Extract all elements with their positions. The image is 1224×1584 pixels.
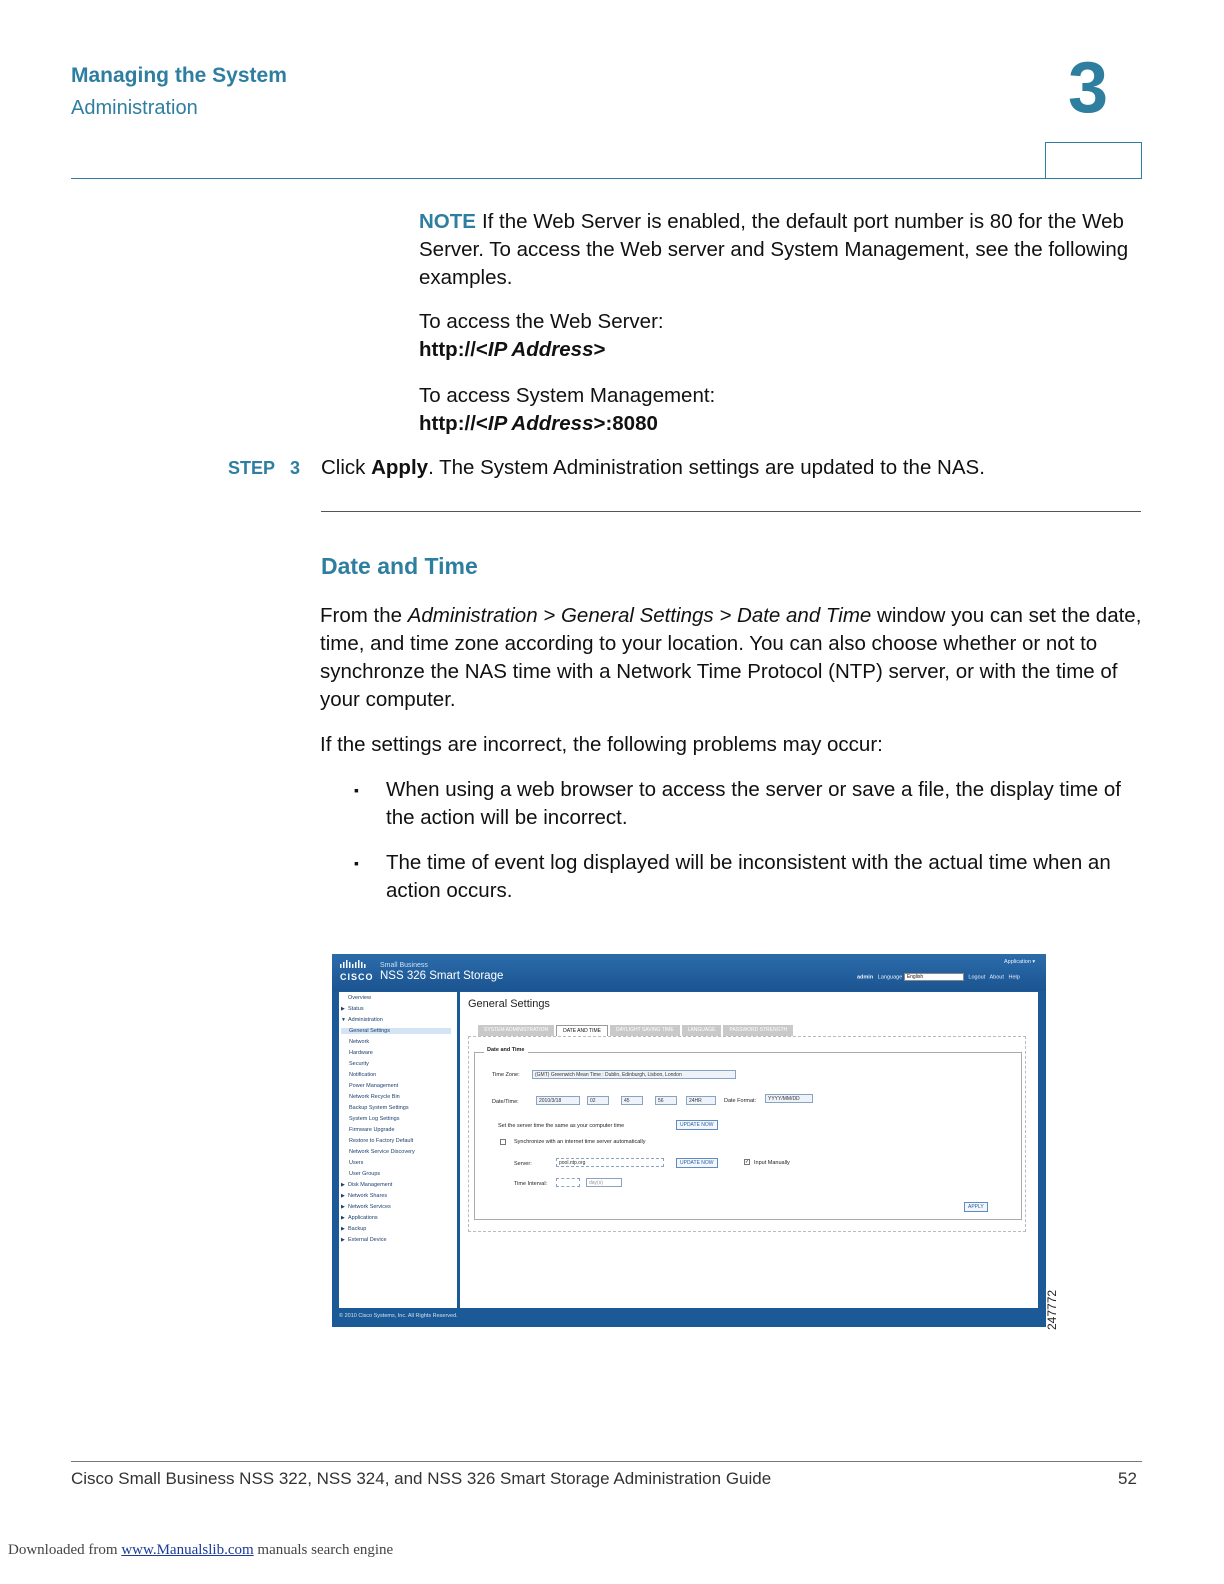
date-format-select[interactable]: YYYY/MM/DD (765, 1094, 813, 1103)
chapter-title: Managing the System (71, 64, 287, 87)
language-label: Language (877, 974, 903, 981)
sidebar-item[interactable]: ▶ Backup (341, 1226, 367, 1232)
sidebar-item[interactable]: Backup System Settings (349, 1105, 409, 1111)
date-format-label: Date Format: (724, 1098, 757, 1104)
time-zone-label: Time Zone: (492, 1072, 520, 1078)
sys-mgmt-block (419, 382, 1139, 438)
product-name: NSS 326 Smart Storage (380, 970, 504, 982)
chapter-box (1045, 142, 1142, 179)
date-select[interactable]: 2010/3/18 (536, 1096, 580, 1105)
bullet-icon: ▪ (354, 782, 359, 798)
screenshot-copyright: © 2010 Cisco Systems, Inc. All Rights Reserved. (339, 1313, 458, 1319)
sidebar-item[interactable]: Network Recycle Bin (349, 1094, 400, 1100)
sync-text: Synchronize with an internet time server automatically (514, 1139, 646, 1145)
sidebar-item[interactable]: ▶ Network Services (341, 1204, 391, 1210)
sidebar-item[interactable]: ▶ Status (341, 1006, 364, 1012)
section-rule (321, 511, 1141, 512)
sidebar-item[interactable]: Firmware Upgrade (349, 1127, 395, 1133)
web-server-block (419, 308, 1139, 364)
figure-id: 247772 (1045, 1289, 1059, 1330)
note-block (419, 208, 1144, 292)
update-now-button[interactable]: UPDATE NOW (676, 1158, 718, 1168)
sync-checkbox[interactable] (500, 1139, 506, 1145)
server-input[interactable]: pool.ntp.org (556, 1158, 664, 1167)
web-server-url: http://<IP Address> (419, 338, 606, 361)
sidebar-item[interactable]: Security (349, 1061, 369, 1067)
general-settings-title: General Settings (468, 998, 550, 1010)
download-notice: Downloaded from www.Manualslib.com manuals search engine (8, 1542, 394, 1558)
input-manually-label: Input Manually (754, 1160, 790, 1166)
settings-tabs (478, 1025, 795, 1036)
set-computer-time-text: Set the server time the same as your computer time (498, 1123, 625, 1129)
fieldset-legend: Date and Time (484, 1047, 528, 1053)
sidebar-item[interactable]: Overview (348, 995, 371, 1001)
time-interval-unit-select[interactable]: day(s) (586, 1178, 622, 1187)
cisco-logo-icon (340, 960, 374, 968)
screenshot-sidebar (339, 992, 457, 1308)
small-business-label: Small Business (380, 962, 428, 969)
sidebar-item[interactable]: Notification (349, 1072, 377, 1078)
sidebar-item-general-settings[interactable]: General Settings (341, 1028, 451, 1034)
user-name: admin (857, 974, 874, 981)
tab-password-strength[interactable]: PASSWORD STRENGTH (723, 1025, 793, 1036)
bullet-icon: ▪ (354, 855, 359, 871)
page-number: 52 (1118, 1469, 1137, 1488)
web-server-intro: To access the Web Server: (419, 310, 664, 333)
sidebar-item[interactable]: System Log Settings (349, 1116, 400, 1122)
sidebar-item[interactable]: ▶ External Device (341, 1237, 387, 1243)
sidebar-item[interactable]: ▶ Applications (341, 1215, 378, 1221)
sidebar-item[interactable]: Network Service Discovery (349, 1149, 415, 1155)
sidebar-item[interactable]: ▶ Network Shares (341, 1193, 388, 1199)
nas-screenshot (332, 954, 1046, 1327)
cisco-brand: CISCO (340, 972, 374, 982)
time-zone-select[interactable]: (GMT) Greenwich Mean Time : Dublin, Edinburgh, Lisbon, London (532, 1070, 736, 1079)
help-link[interactable]: Help (1008, 974, 1020, 981)
sidebar-item[interactable]: Power Management (349, 1083, 399, 1089)
datetime-label: Date/Time: (492, 1099, 519, 1105)
note-label: NOTE (419, 210, 476, 233)
note-text: If the Web Server is enabled, the default port number is 80 for the Web Server. To access the Web server and System Management, see the following examples. (419, 210, 1129, 289)
minute-select[interactable]: 45 (621, 1096, 643, 1105)
tab-system-administration[interactable]: SYSTEM ADMINISTRATION (478, 1025, 554, 1036)
time-interval-label: Time Interval: (514, 1181, 548, 1187)
guide-title: Cisco Small Business NSS 322, NSS 324, and NSS 326 Smart Storage Administration Guide (71, 1469, 772, 1488)
sys-mgmt-intro: To access System Management: (419, 384, 716, 407)
screenshot-topbar (332, 954, 1046, 991)
chapter-number: 3 (1068, 48, 1109, 128)
application-menu[interactable]: Application ▾ (1004, 959, 1036, 965)
language-select[interactable]: English (904, 973, 964, 981)
sidebar-item[interactable]: ▼ Administration (341, 1017, 383, 1023)
sidebar-item[interactable]: ▶ Disk Management (341, 1182, 393, 1188)
sys-mgmt-url: http://<IP Address>:8080 (419, 412, 658, 435)
apply-button[interactable]: APPLY (964, 1202, 988, 1212)
update-now-button[interactable]: UPDATE NOW (676, 1120, 718, 1130)
input-manually-checkbox[interactable]: ✓ (745, 1159, 750, 1165)
server-label: Server: (514, 1161, 532, 1167)
screenshot-main (460, 992, 1038, 1308)
manualslib-link[interactable]: www.Manualslib.com (121, 1542, 254, 1558)
clock-format-select[interactable]: 24HR (686, 1096, 716, 1105)
about-link[interactable]: About (989, 974, 1004, 981)
tab-language[interactable]: LANGUAGE (682, 1025, 722, 1036)
sidebar-item[interactable]: Restore to Factory Default (349, 1138, 414, 1144)
sidebar-item[interactable]: Hardware (349, 1050, 373, 1056)
time-interval-input[interactable] (556, 1178, 580, 1187)
hour-select[interactable]: 02 (587, 1096, 609, 1105)
second-select[interactable]: 56 (655, 1096, 677, 1105)
sidebar-item[interactable]: User Groups (349, 1171, 381, 1177)
tab-date-and-time[interactable]: DATE AND TIME (556, 1025, 608, 1036)
topbar-controls (857, 973, 1020, 981)
step-text: Click Apply. The System Administration settings are updated to the NAS. (321, 456, 985, 479)
sidebar-item[interactable]: Users (349, 1160, 364, 1166)
section-paragraph: From the Administration > General Settings > Date and Time window you can set the date, time, and time zone according to your location. You can also choose whether or not to synchronze the NAS time with a Network Time Protocol (NTP) server, or with the time of your computer. (320, 604, 1142, 711)
header-rule (71, 178, 1142, 179)
section-title: Date and Time (321, 553, 478, 579)
section-subtitle: Administration (71, 97, 198, 119)
footer-rule (71, 1461, 1142, 1462)
problems-intro: If the settings are incorrect, the following problems may occur: (320, 733, 883, 756)
step-label: STEP 3 (228, 458, 301, 478)
logout-link[interactable]: Logout (968, 974, 986, 981)
sidebar-item[interactable]: Network (349, 1039, 370, 1045)
tab-daylight-saving-time[interactable]: DAYLIGHT SAVING TIME (610, 1025, 680, 1036)
